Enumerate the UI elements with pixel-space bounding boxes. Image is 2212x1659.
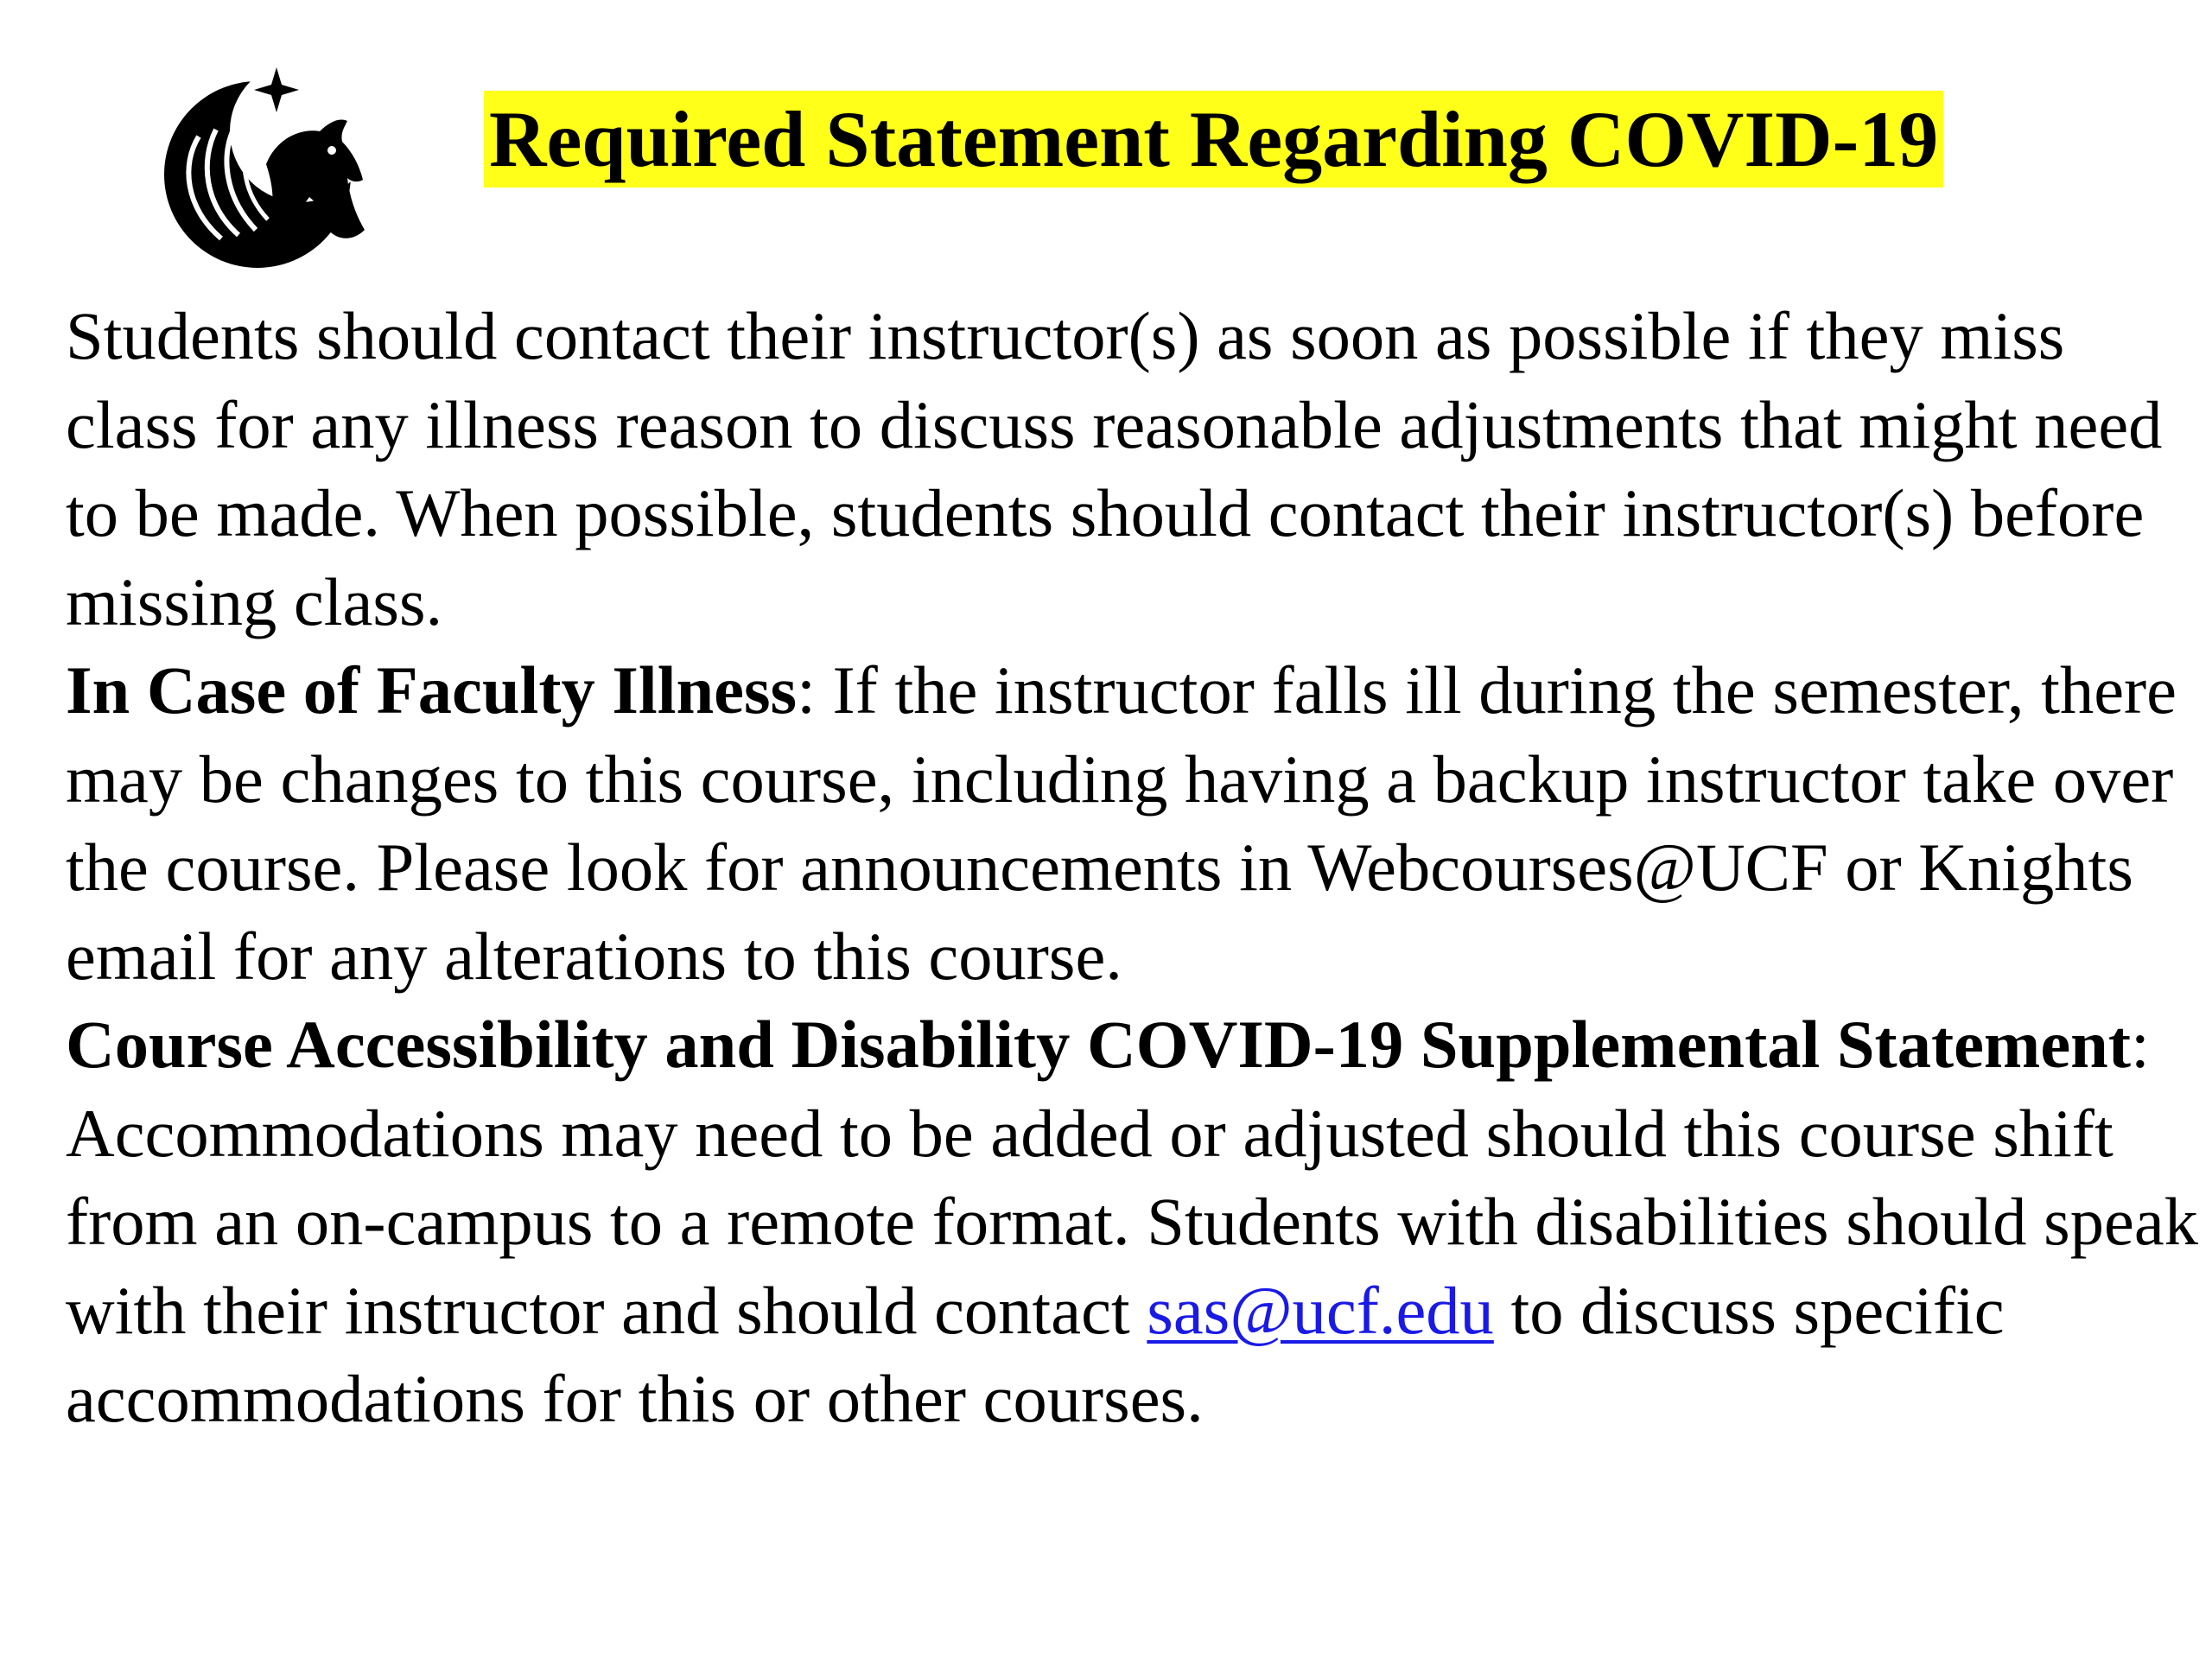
paragraph-text: Students should contact their instructor(s) as soon as possible if they miss class for any illness reason to discuss reasonable adjustments that might need to be made. When possible, students should contact their instructor(s) before missing class. xyxy=(66,298,2163,639)
title-block xyxy=(484,91,2126,194)
paragraph-text: : Accommodations may need to be added or adjusted should this course shift from an on-campus to a remote format. Students with disabilities should speak with their instructor and should contact xyxy=(66,1007,2198,1348)
section-heading-faculty-illness: In Case of Faculty Illness xyxy=(66,652,798,728)
paragraph-student-illness xyxy=(66,292,2200,646)
ucf-pegasus-logo-icon xyxy=(147,35,376,276)
statement-body xyxy=(66,292,2200,1444)
sas-email-link[interactable]: sas@ucf.edu xyxy=(1147,1272,1494,1348)
paragraph-text: : If the instructor falls ill during the semester, there may be changes to this course, including having a backup instructor take over the course. Please look for announcements in Webcourses@UCF or Knights email for any alterations to this course. xyxy=(66,652,2177,994)
paragraph-accessibility xyxy=(66,1001,2200,1444)
page-title: Required Statement Regarding COVID-19 xyxy=(484,91,1943,188)
paragraph-faculty-illness xyxy=(66,646,2200,1001)
paragraph-text: to discuss specific accommodations for this or other courses. xyxy=(66,1272,2005,1436)
section-heading-accessibility: Course Accessibility and Disability COVID-19 Supplemental Statement xyxy=(66,1007,2131,1082)
